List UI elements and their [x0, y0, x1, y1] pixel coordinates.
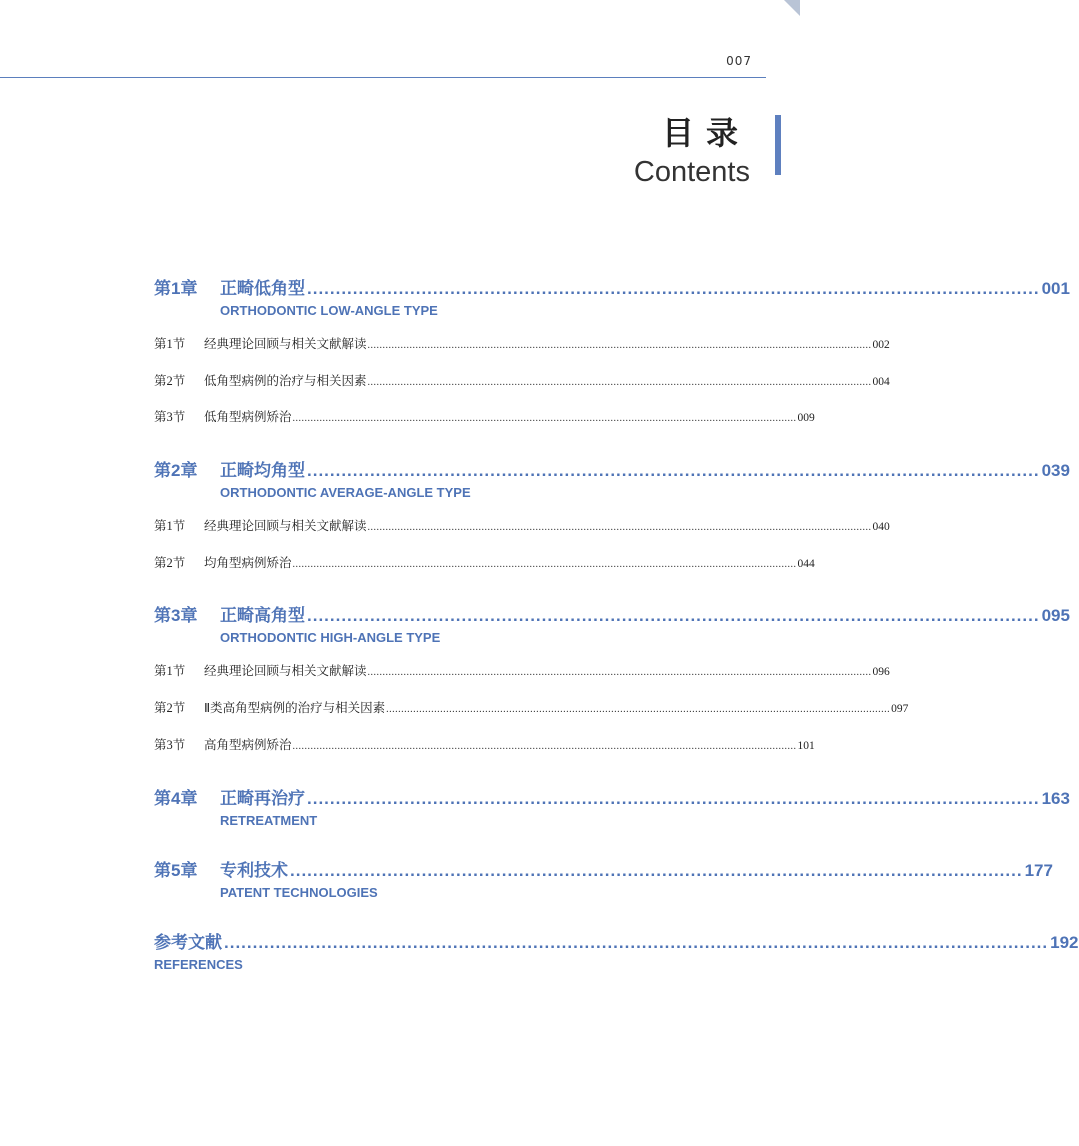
- toc-section[interactable]: [154, 334, 890, 352]
- section-title: 均角型病例矫治: [204, 556, 292, 570]
- chapter-page: 039: [1041, 461, 1070, 480]
- toc-chapter-3[interactable]: [154, 601, 1070, 645]
- leader-dots: ................................................................................................................................: [307, 789, 1040, 808]
- toc-section[interactable]: [154, 371, 890, 389]
- section-title: 经典理论回顾与相关文献解读: [204, 664, 367, 678]
- section-page: 002: [872, 339, 890, 351]
- chapter-title: 正畸高角型: [220, 606, 305, 625]
- references-title-english: REFERENCES: [154, 957, 243, 972]
- chapter-title-english: RETREATMENT: [220, 813, 318, 828]
- chapter-title-english: PATENT TECHNOLOGIES: [220, 885, 378, 900]
- section-title: 经典理论回顾与相关文献解读: [204, 337, 367, 351]
- chapter-number: 第3章: [154, 606, 198, 625]
- leader-dots: ........................................................................................................................................................................: [367, 377, 872, 388]
- section-number: 第2节: [154, 374, 186, 388]
- references-page: 192: [1050, 933, 1079, 952]
- chapter-title: 正畸低角型: [220, 279, 305, 298]
- leader-dots: ........................................................................................................................................................................: [292, 559, 797, 570]
- toc-section[interactable]: [154, 661, 890, 679]
- chapter-page: 001: [1041, 279, 1070, 298]
- section-title: 经典理论回顾与相关文献解读: [204, 519, 367, 533]
- leader-dots: ........................................................................................................................................................................: [386, 704, 891, 715]
- chapter-number: 第2章: [154, 461, 198, 480]
- chapter-page: 095: [1041, 606, 1070, 625]
- section-page: 004: [872, 376, 890, 388]
- leader-dots: ................................................................................................................................: [290, 861, 1023, 880]
- section-number: 第1节: [154, 664, 186, 678]
- leader-dots: ................................................................................................................................................: [224, 933, 1049, 952]
- section-title: 低角型病例矫治: [204, 410, 292, 424]
- references-title: 参考文献: [154, 933, 222, 952]
- leader-dots: ........................................................................................................................................................................: [367, 667, 872, 678]
- toc-chapter-4[interactable]: [154, 784, 1070, 828]
- section-number: 第1节: [154, 337, 186, 351]
- chapter-number: 第1章: [154, 279, 198, 298]
- leader-dots: ................................................................................................................................: [307, 461, 1040, 480]
- leader-dots: ................................................................................................................................: [307, 279, 1040, 298]
- section-number: 第1节: [154, 519, 186, 533]
- toc-section[interactable]: [154, 553, 815, 571]
- section-title: 低角型病例的治疗与相关因素: [204, 374, 367, 388]
- chapter-title: 正畸均角型: [220, 461, 305, 480]
- toc-section[interactable]: [154, 735, 815, 753]
- chapter-number: 第4章: [154, 789, 198, 808]
- chapter-title-english: ORTHODONTIC LOW-ANGLE TYPE: [220, 303, 438, 318]
- toc-references[interactable]: [154, 928, 1079, 972]
- section-number: 第3节: [154, 410, 186, 424]
- section-title: 高角型病例矫治: [204, 738, 292, 752]
- section-page: 096: [872, 666, 890, 678]
- chapter-page: 177: [1024, 861, 1053, 880]
- title-accent-bar: [775, 115, 781, 175]
- chapter-title-english: ORTHODONTIC HIGH-ANGLE TYPE: [220, 630, 441, 645]
- section-number: 第2节: [154, 556, 186, 570]
- leader-dots: ........................................................................................................................................................................: [292, 741, 797, 752]
- chapter-page: 163: [1041, 789, 1070, 808]
- corner-decoration: [784, 0, 800, 16]
- header-rule: [0, 77, 766, 78]
- toc-section[interactable]: [154, 516, 890, 534]
- section-page: 097: [891, 703, 909, 715]
- page-number: 007: [726, 54, 752, 68]
- section-page: 101: [797, 740, 815, 752]
- chapter-title: 专利技术: [220, 861, 288, 880]
- section-page: 044: [797, 558, 815, 570]
- section-page: 009: [797, 412, 815, 424]
- page-title-english: Contents: [633, 156, 750, 188]
- page-title-chinese: 目录: [661, 114, 750, 152]
- section-number: 第2节: [154, 701, 186, 715]
- toc-section[interactable]: [154, 698, 909, 716]
- toc-chapter-1[interactable]: [154, 274, 1070, 318]
- chapter-title: 正畸再治疗: [220, 789, 305, 808]
- leader-dots: ........................................................................................................................................................................: [367, 522, 872, 533]
- chapter-number: 第5章: [154, 861, 198, 880]
- section-number: 第3节: [154, 738, 186, 752]
- section-page: 040: [872, 521, 890, 533]
- toc-chapter-2[interactable]: [154, 456, 1070, 500]
- section-title: Ⅱ类高角型病例的治疗与相关因素: [204, 701, 386, 715]
- leader-dots: ................................................................................................................................: [307, 606, 1040, 625]
- chapter-title-english: ORTHODONTIC AVERAGE-ANGLE TYPE: [220, 485, 471, 500]
- leader-dots: ........................................................................................................................................................................: [367, 340, 872, 351]
- toc-chapter-5[interactable]: [154, 856, 1053, 900]
- toc-section[interactable]: [154, 407, 815, 425]
- leader-dots: ........................................................................................................................................................................: [292, 413, 797, 424]
